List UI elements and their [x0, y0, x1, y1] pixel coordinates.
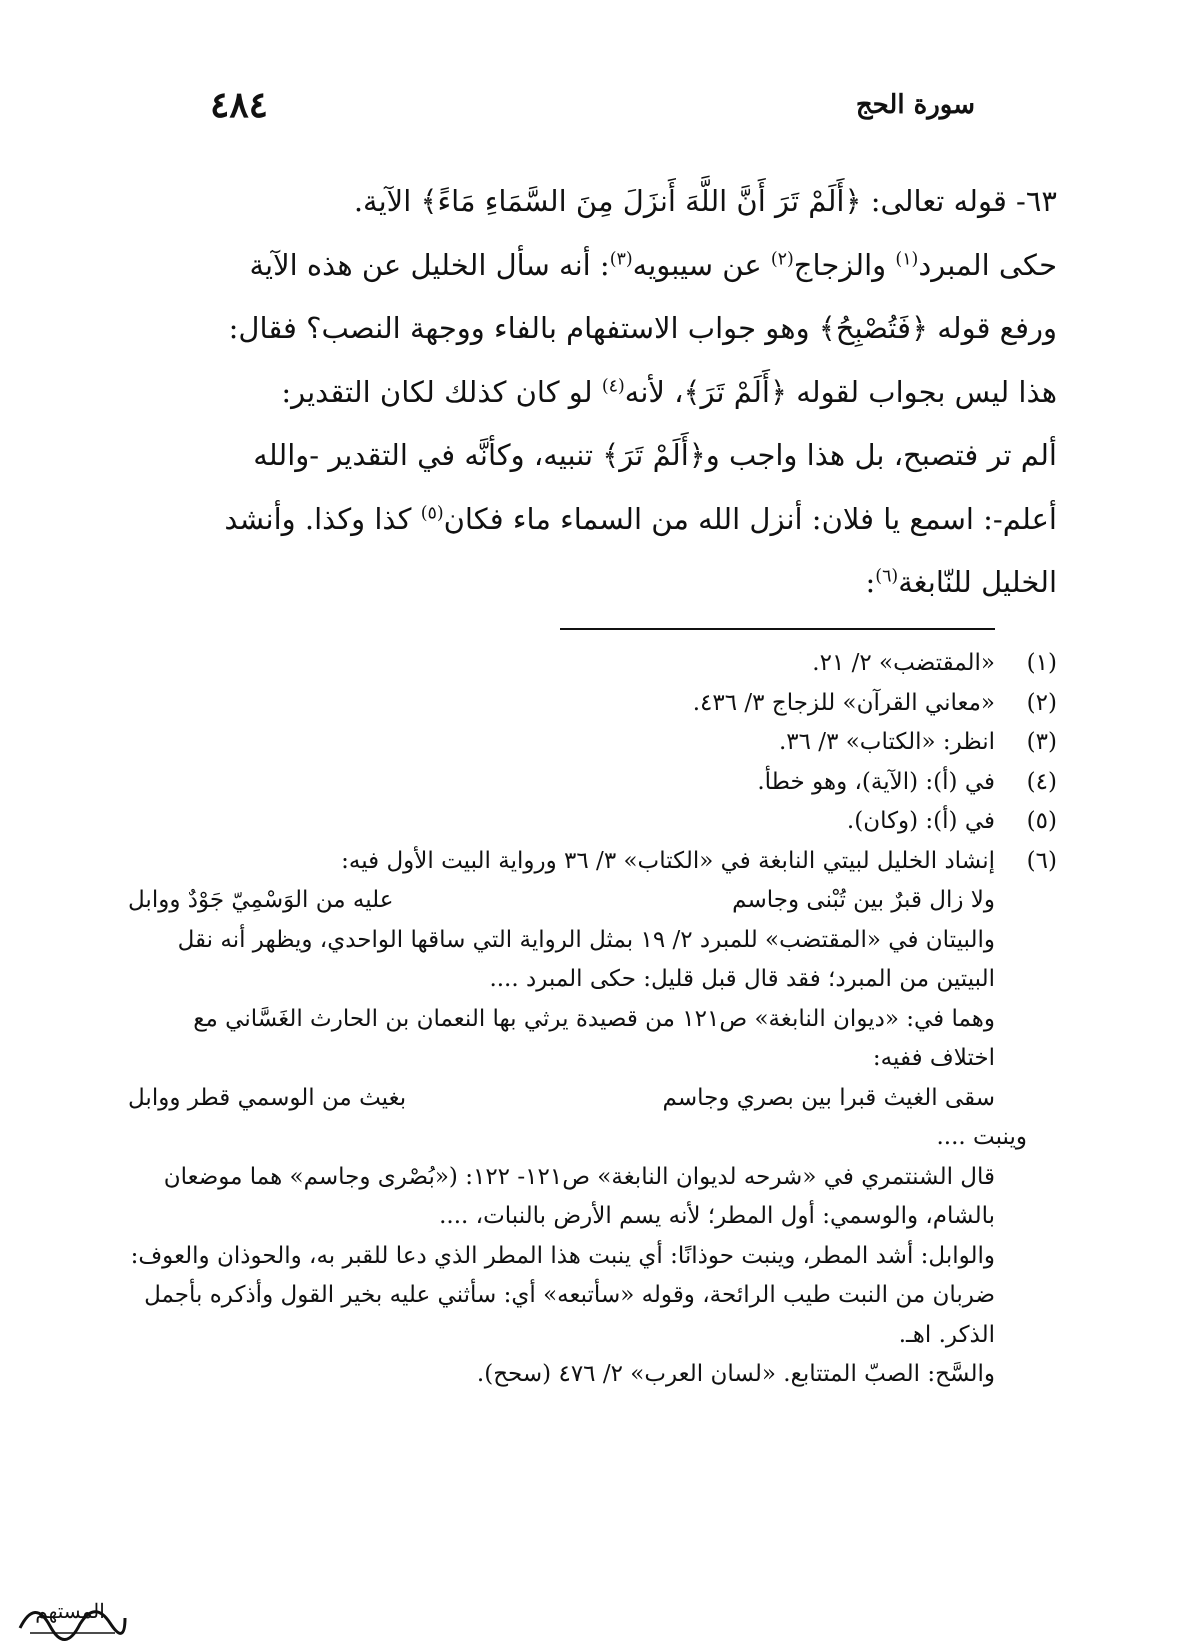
- text-run: عن سيبويه: [632, 247, 771, 282]
- footnote-item: [128, 684, 1057, 724]
- publisher-logo: [10, 1588, 130, 1643]
- footnote-divider: [560, 628, 995, 630]
- verse-hemistich-left: بغيث من الوسمي قطر ووابل: [128, 1084, 407, 1111]
- footnotes: [128, 644, 1057, 1395]
- main-line: [128, 424, 1057, 488]
- footnote-ref[interactable]: (٦): [875, 566, 899, 587]
- page-number: ٤٨٤: [210, 84, 269, 126]
- footnote-item: [128, 802, 1057, 842]
- text-run: الخليل للنّابغة: [898, 565, 1057, 599]
- footnote-item: [128, 723, 1057, 763]
- main-line: [128, 297, 1057, 361]
- main-line: [128, 170, 1057, 234]
- footnote-text: في (أ): (وكان).: [846, 808, 995, 834]
- text-run: ، لأنه: [624, 374, 684, 409]
- logo-calligraphy-icon: [10, 1588, 130, 1643]
- quran-quote: ﴿أَلَمْ تَرَ أَنَّ اللَّهَ أَنزَلَ مِنَ السَّمَاءِ مَاءً﴾: [420, 184, 862, 218]
- footnote-number: (٤): [1026, 768, 1057, 795]
- text-run: أعلم-: اسمع يا فلان: أنزل الله من السماء ماء فكان: [443, 501, 1057, 536]
- footnote-paragraph: والسَّح: الصبّ المتتابع. «لسان العرب» ٢/ ٤٧٦ (سحح).: [476, 1361, 995, 1387]
- poetry-verse: [128, 881, 1057, 921]
- footnote-text: انظر: «الكتاب» ٣/ ٣٦.: [778, 729, 995, 755]
- footnote-paragraph: قال الشنتمري في «شرحه لديوان النابغة» ص١٢١- ١٢٢: («بُصْرى وجاسم» هما موضعان بالشام، والوسمي: أول المطر؛ لأنه يسم الأرض بالنبات، ....: [163, 1163, 995, 1229]
- text-run: : أنه سأل الخليل عن هذه الآية: [249, 247, 610, 282]
- footnote-number: (١): [1026, 650, 1057, 676]
- main-line: [128, 234, 1057, 298]
- text-run: ألم تر فتصبح، بل هذا واجب و: [705, 438, 1057, 472]
- verse-hemistich-right: سقى الغيث قبرا بين بصري وجاسم: [662, 1084, 995, 1111]
- footnote-text: «المقتضب» ٢/ ٢١.: [812, 650, 995, 676]
- footnote-number: (٢): [1026, 689, 1057, 716]
- quran-quote: ﴿أَلَمْ تَرَ﴾: [602, 438, 706, 472]
- main-line: [128, 488, 1057, 552]
- text-run: حكى المبرد: [918, 247, 1057, 282]
- footnote-number: (٥): [1026, 808, 1057, 834]
- main-line: [128, 361, 1057, 425]
- text-run: ورفع قوله: [928, 311, 1057, 345]
- footnote-item: [128, 644, 1057, 684]
- footnote-ref[interactable]: (١): [895, 248, 919, 269]
- footnote-paragraph: والوابل: أشد المطر، وينبت حوذانًا: أي ينبت هذا المطر الذي دعا للقبر به، والحوذان والعوف: ضربان من النبت طيب الرائحة، وقوله «سأتبعه» أي: سأثني عليه بخير القول وأذكره بأجمل الذكر. اهـ.: [130, 1242, 995, 1348]
- text-run: والزجاج: [793, 247, 896, 282]
- footnote-ref[interactable]: (٢): [770, 248, 794, 269]
- footnote-paragraph: وهما في: «ديوان النابغة» ص١٢١ من قصيدة يرثي بها النعمان بن الحارث الغَسَّاني مع اختلاف ففيه:: [193, 1005, 995, 1071]
- verse-continuation: وينبت ....: [936, 1124, 1027, 1150]
- footnote-number: (٣): [1026, 729, 1057, 755]
- logo-text: المستهم: [35, 1599, 105, 1623]
- quran-quote: ﴿أَلَمْ تَرَ﴾: [683, 374, 787, 409]
- footnote-text: «معاني القرآن» للزجاج ٣/ ٤٣٦.: [692, 689, 995, 716]
- text-run: :: [865, 565, 876, 599]
- text-run: ٦٣- قوله تعالى:: [861, 184, 1057, 218]
- text-run: تنبيه، وكأنَّه في التقدير -والله: [253, 438, 603, 472]
- footnote-ref[interactable]: (٥): [420, 502, 444, 523]
- verse-hemistich-right: ولا زال قبرٌ بين تُبْنى وجاسم: [732, 887, 995, 913]
- text-run: هذا ليس بجواب لقوله: [786, 374, 1057, 409]
- footnote-text: في (أ): (الآية)، وهو خطأ.: [757, 768, 995, 795]
- surah-title: سورة الحج: [855, 90, 975, 120]
- footnote-paragraph: والبيتان في «المقتضب» للمبرد ٢/ ١٩ بمثل الرواية التي ساقها الواحدي، ويظهر أنه نقل البيتين من المبرد؛ فقد قال قبل قليل: حكى المبرد ....: [177, 926, 995, 992]
- footnote-number: (٦): [1026, 847, 1057, 874]
- footnote-item: [128, 842, 1057, 882]
- page-header: [210, 80, 975, 130]
- footnote-ref[interactable]: (٤): [601, 375, 625, 396]
- text-run: لو كان كذلك لكان التقدير:: [281, 374, 602, 409]
- footnote-ref[interactable]: (٣): [609, 248, 633, 269]
- footnote-item: [128, 763, 1057, 803]
- text-run: وهو جواب الاستفهام بالفاء ووجهة النصب؟ فقال:: [228, 311, 819, 345]
- text-run: الآية.: [353, 184, 421, 218]
- main-line: [128, 551, 1057, 615]
- quran-quote: ﴿فَتُصْبِحُ﴾: [818, 311, 929, 345]
- text-run: كذا وكذا. وأنشد: [224, 501, 421, 536]
- poetry-verse: [128, 1079, 1057, 1119]
- footnote-text: إنشاد الخليل لبيتي النابغة في «الكتاب» ٣/ ٣٦ ورواية البيت الأول فيه:: [341, 847, 995, 874]
- main-text: [128, 170, 1057, 615]
- verse-hemistich-left: عليه من الوَسْمِيّ جَوْدٌ ووابل: [128, 887, 394, 913]
